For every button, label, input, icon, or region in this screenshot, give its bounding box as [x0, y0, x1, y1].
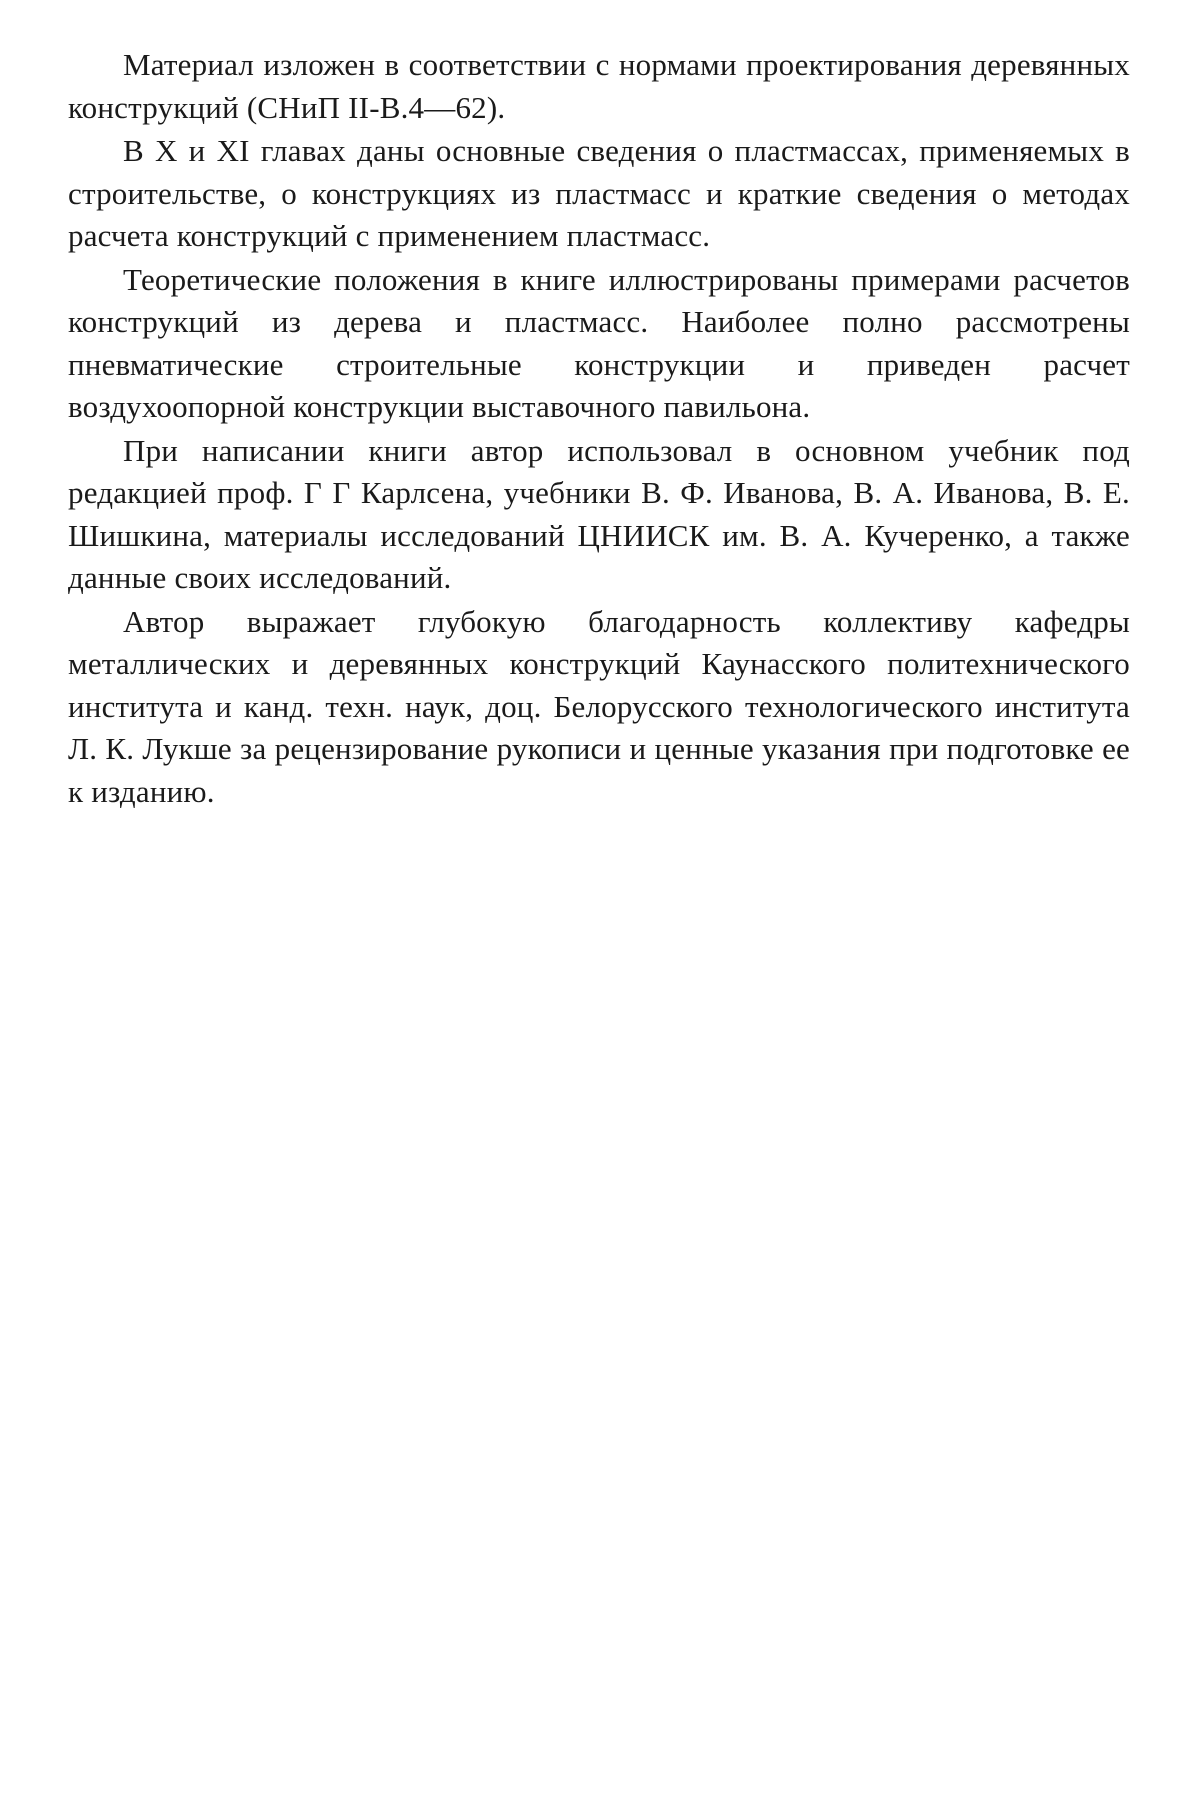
paragraph-examples: Теоретические положения в книге иллюстрированы примерами расчетов конструкций из дерева и пластмасс. Наиболее полно рассмотрены пневматические строительные конструкции и приведен расчет воздухоопорной конструкции выставочного павильона.	[68, 261, 1130, 424]
paragraph-plastics-chapters: В X и XI главах даны основные сведения о пластмассах, применяемых в строительстве, о конструкциях из пластмасс и краткие сведения о методах расчета конструкций с применением пластмасс.	[68, 133, 1130, 253]
paragraph-acknowledgements: Автор выражает глубокую благодарность коллективу кафедры металлических и деревянных конструкций Каунасского политехнического института и канд. техн. наук, доц. Белорусского технологического института Л. К. Лукше за рецензирование рукописи и ценные указания при подготовке ее к изданию.	[68, 603, 1130, 809]
paragraph-sources: При написании книги автор использовал в основном учебник под редакцией проф. Г Г Карлсена, учебники В. Ф. Иванова, В. А. Иванова, В. Е. Шишкина, материалы исследований ЦНИИСК им. В. А. Кучеренко, а также данные своих исследований.	[68, 432, 1130, 595]
paragraph-standards: Материал изложен в соответствии с нормами проектирования деревянных конструкций (СНиП II-В.4—62).	[68, 47, 1130, 125]
page-text	[68, 44, 1130, 814]
